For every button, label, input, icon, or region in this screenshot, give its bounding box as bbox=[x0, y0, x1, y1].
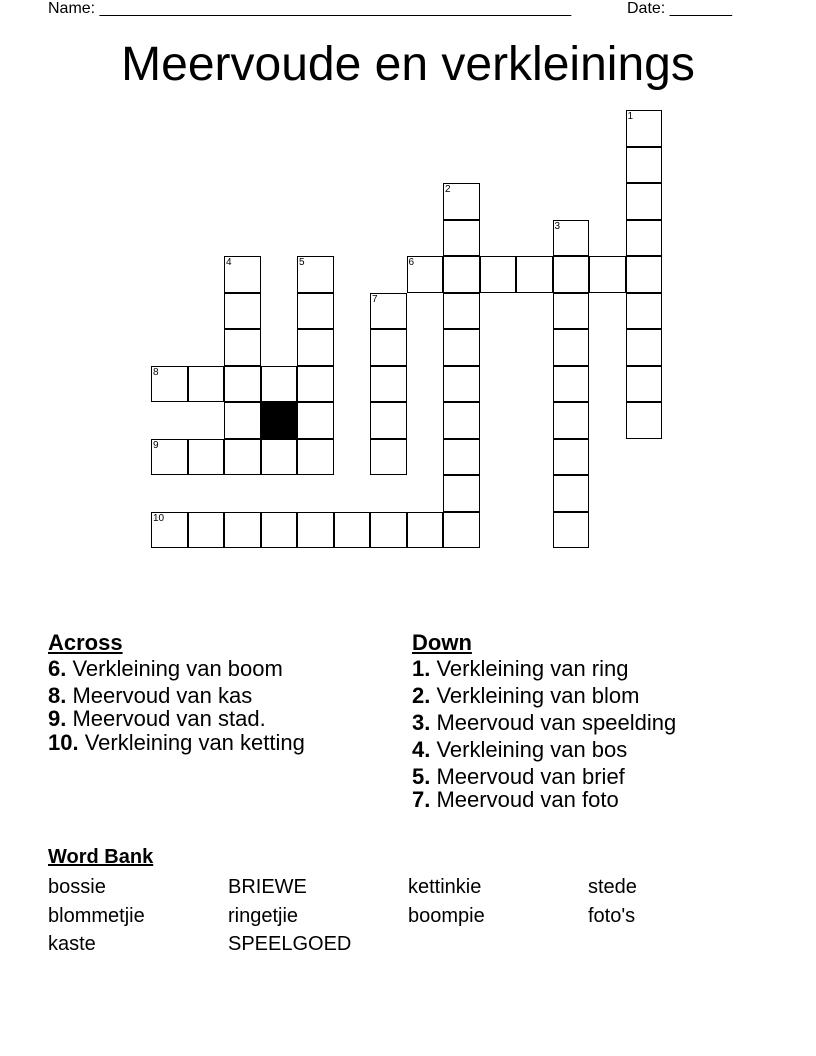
word-bank-item: blommetjie bbox=[48, 905, 145, 927]
clue-number: 7. bbox=[412, 787, 431, 812]
clue-text: Verkleining van boom bbox=[66, 656, 283, 681]
crossword-cell[interactable] bbox=[626, 110, 663, 147]
clue-number: 4. bbox=[412, 737, 431, 762]
down-clues bbox=[412, 630, 676, 812]
crossword-cell[interactable] bbox=[261, 512, 298, 549]
crossword-cell[interactable] bbox=[626, 329, 663, 366]
across-clues bbox=[48, 630, 305, 755]
crossword-cell[interactable] bbox=[553, 293, 590, 330]
clue-text: Verkleining van ring bbox=[430, 656, 629, 681]
crossword-cell[interactable] bbox=[188, 366, 225, 403]
down-clue bbox=[412, 710, 676, 735]
clue-number: 5. bbox=[412, 764, 431, 789]
crossword-cell[interactable] bbox=[151, 512, 188, 549]
crossword-cell[interactable] bbox=[188, 512, 225, 549]
crossword-cell[interactable] bbox=[188, 439, 225, 476]
word-bank-item: ringetjie bbox=[228, 905, 299, 927]
crossword-cell[interactable] bbox=[297, 402, 334, 439]
crossword-cell[interactable] bbox=[553, 256, 590, 293]
clue-text: Meervoud van brief bbox=[430, 764, 625, 789]
crossword-cell[interactable] bbox=[553, 439, 590, 476]
crossword-black-cell bbox=[261, 402, 298, 439]
crossword-cell[interactable] bbox=[370, 329, 407, 366]
clue-text: Verkleining van bos bbox=[430, 737, 628, 762]
word-bank-heading: Word Bank bbox=[48, 846, 154, 868]
crossword-cell[interactable] bbox=[224, 402, 261, 439]
clue-text: Meervoud van kas bbox=[66, 683, 253, 708]
crossword-cell[interactable] bbox=[626, 293, 663, 330]
clue-number: 9. bbox=[48, 706, 67, 731]
crossword-cell[interactable] bbox=[261, 366, 298, 403]
crossword-cell[interactable] bbox=[443, 329, 480, 366]
clue-text: Verkleining van blom bbox=[430, 683, 640, 708]
clue-number-label: 1 bbox=[627, 111, 634, 122]
crossword-cell[interactable] bbox=[443, 439, 480, 476]
clue-number-label: 7 bbox=[372, 293, 378, 305]
clue-text: Meervoud van stad. bbox=[66, 706, 266, 731]
crossword-cell[interactable] bbox=[553, 220, 590, 257]
word-bank-item: boompie bbox=[408, 905, 485, 927]
crossword-cell[interactable] bbox=[224, 256, 261, 293]
crossword-cell[interactable] bbox=[553, 329, 590, 366]
crossword-cell[interactable] bbox=[297, 329, 334, 366]
crossword-cell[interactable] bbox=[370, 512, 407, 549]
crossword-cell[interactable] bbox=[626, 402, 663, 439]
clue-number: 1. bbox=[412, 656, 431, 681]
clue-number: 10. bbox=[48, 730, 79, 755]
clue-number: 6. bbox=[48, 656, 67, 681]
down-clue bbox=[412, 737, 676, 762]
crossword-cell[interactable] bbox=[626, 183, 663, 220]
name-field[interactable]: Name: _____________________________________________________ bbox=[48, 0, 572, 17]
word-bank-item: bossie bbox=[48, 876, 106, 898]
crossword-cell[interactable] bbox=[443, 293, 480, 330]
crossword-cell[interactable] bbox=[370, 402, 407, 439]
down-clue bbox=[412, 787, 676, 812]
crossword-cell[interactable] bbox=[370, 366, 407, 403]
crossword-cell[interactable] bbox=[407, 512, 444, 549]
across-clue bbox=[48, 730, 305, 755]
crossword-cell[interactable] bbox=[626, 256, 663, 293]
crossword-cell[interactable] bbox=[443, 512, 480, 549]
crossword-cell[interactable] bbox=[516, 256, 553, 293]
crossword-cell[interactable] bbox=[626, 220, 663, 257]
crossword-cell[interactable] bbox=[407, 256, 444, 293]
clue-text: Meervoud van speelding bbox=[430, 710, 677, 735]
crossword-cell[interactable] bbox=[626, 366, 663, 403]
clue-number: 2. bbox=[412, 683, 431, 708]
crossword-cell[interactable] bbox=[297, 439, 334, 476]
crossword-cell[interactable] bbox=[370, 293, 407, 330]
crossword-cell[interactable] bbox=[370, 439, 407, 476]
crossword-cell[interactable] bbox=[297, 512, 334, 549]
clue-number-label: 2 bbox=[445, 184, 451, 195]
crossword-cell[interactable] bbox=[443, 220, 480, 257]
clue-number-label: 3 bbox=[554, 220, 561, 232]
word-bank-item: foto's bbox=[588, 905, 636, 927]
crossword-cell[interactable] bbox=[480, 256, 517, 293]
date-field[interactable]: Date: _______ bbox=[627, 0, 732, 17]
down-clue bbox=[412, 683, 676, 708]
clue-text: Verkleining van ketting bbox=[78, 730, 305, 755]
word-bank-item: kettinkie bbox=[408, 876, 482, 898]
clue-number: 3. bbox=[412, 710, 431, 735]
down-clue bbox=[412, 764, 676, 789]
crossword-cell[interactable] bbox=[224, 293, 261, 330]
clue-number-label: 9 bbox=[153, 439, 159, 451]
across-clue bbox=[48, 706, 305, 731]
crossword-cell[interactable] bbox=[224, 366, 261, 403]
crossword-cell[interactable] bbox=[297, 293, 334, 330]
clue-number-label: 10 bbox=[153, 512, 165, 524]
crossword-cell[interactable] bbox=[626, 147, 663, 184]
crossword-cell[interactable] bbox=[443, 256, 480, 293]
clue-text: Meervoud van foto bbox=[430, 787, 619, 812]
crossword-cell[interactable] bbox=[443, 475, 480, 512]
clue-number-label: 8 bbox=[153, 366, 159, 378]
crossword-cell[interactable] bbox=[224, 439, 261, 476]
crossword-cell[interactable] bbox=[297, 256, 334, 293]
word-bank-item: SPEELGOED bbox=[228, 933, 352, 955]
word-bank-item: kaste bbox=[48, 933, 96, 955]
clue-number-label: 4 bbox=[226, 257, 232, 268]
crossword-cell[interactable] bbox=[224, 512, 261, 549]
crossword-cell[interactable] bbox=[443, 366, 480, 403]
crossword-cell[interactable] bbox=[151, 439, 188, 476]
crossword-cell[interactable] bbox=[334, 512, 371, 549]
crossword-cell[interactable] bbox=[297, 366, 334, 403]
crossword-cell[interactable] bbox=[553, 366, 590, 403]
page-title: Meervoude en verkleinings bbox=[121, 38, 695, 91]
crossword-cell[interactable] bbox=[151, 366, 188, 403]
crossword-cell[interactable] bbox=[553, 402, 590, 439]
crossword-cell[interactable] bbox=[443, 402, 480, 439]
crossword-cell[interactable] bbox=[443, 183, 480, 220]
across-heading: Across bbox=[48, 630, 123, 655]
crossword-cell[interactable] bbox=[553, 512, 590, 549]
word-bank-item: stede bbox=[588, 876, 637, 898]
across-clue bbox=[48, 656, 305, 681]
clue-number-label: 6 bbox=[408, 257, 415, 268]
crossword-cell[interactable] bbox=[261, 439, 298, 476]
crossword-cell[interactable] bbox=[553, 475, 590, 512]
word-bank-item: BRIEWE bbox=[228, 876, 307, 898]
across-clue bbox=[48, 683, 305, 708]
crossword-cell[interactable] bbox=[589, 256, 626, 293]
down-clue bbox=[412, 656, 676, 681]
crossword-cell[interactable] bbox=[224, 329, 261, 366]
down-heading: Down bbox=[412, 630, 472, 655]
clue-number: 8. bbox=[48, 683, 67, 708]
clue-number-label: 5 bbox=[299, 257, 305, 268]
